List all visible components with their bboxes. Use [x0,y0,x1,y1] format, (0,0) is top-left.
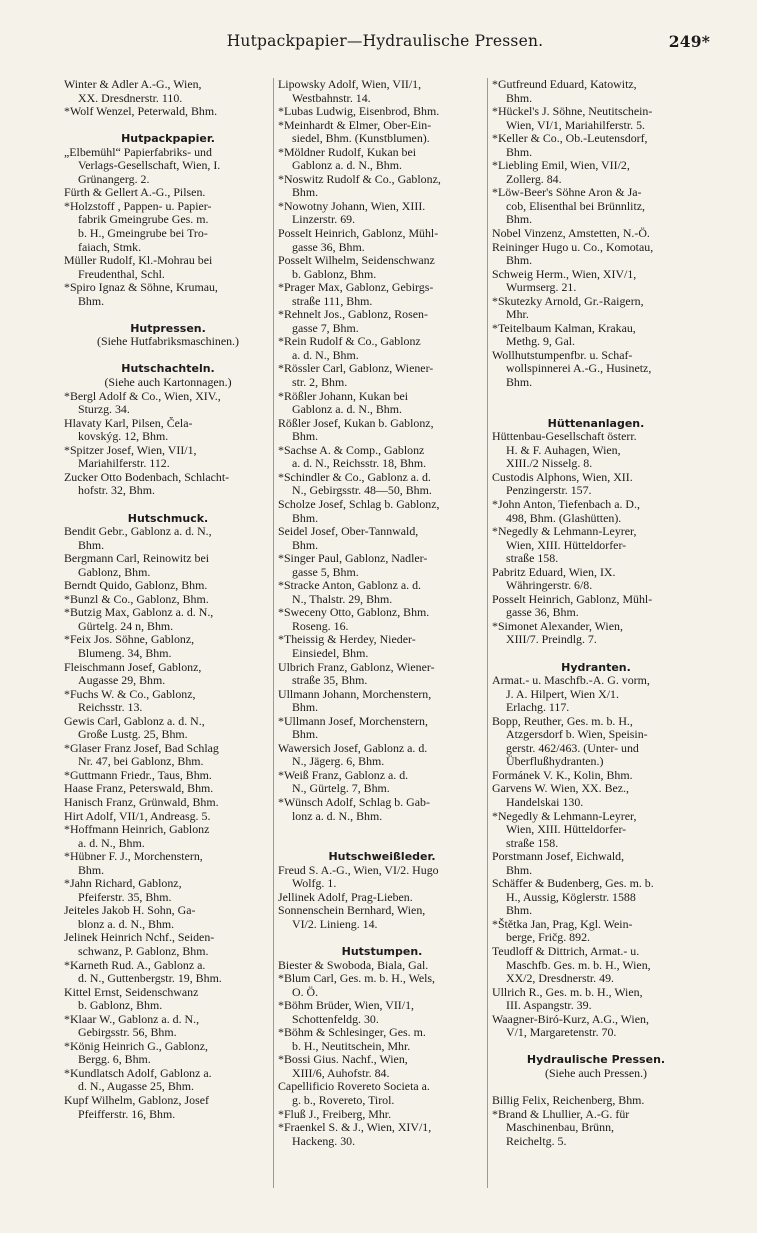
entry-line: Freud S. A.-G., Wien, VI/2. Hugo [278,863,439,877]
spacer [278,931,486,945]
entry-continuation: b. H., Gmeingrube bei Tro- [78,227,208,241]
entry-continuation: Überflußhydranten.) [506,755,604,769]
entry-continuation: N., Gürtelg. 7, Bhm. [292,782,390,796]
entry-continuation: Bhm. [78,863,105,877]
entry-continuation: schwanz, P. Gablonz, Bhm. [78,945,209,958]
entry-line: *John Anton, Tiefenbach a. D., [492,497,640,511]
section-heading: Hydranten. [561,660,631,674]
entry-continuation: straße 158. [506,836,559,850]
entry-line: *Brand & Lhullier, A.-G. für [492,1107,630,1121]
entry-line: *Guttmann Friedr., Taus, Bhm. [64,768,212,782]
entry-line: Jellinek Adolf, Prag-Lieben. [278,890,413,904]
entry-line: *Böhm & Schlesinger, Ges. m. [278,1026,426,1040]
entry-line: Hanisch Franz, Grünwald, Bhm. [64,795,219,809]
entry-line: Pabritz Eduard, Wien, IX. [492,565,616,579]
entry-line: Winter & Adler A.-G., Wien, [64,78,202,91]
entry-continuation: gasse 7, Bhm. [292,321,359,335]
entry-continuation: Bhm. [292,701,319,715]
entry-line: *Negedly & Lehmann-Leyrer, [492,525,637,539]
entry-line: *Hoffmann Heinrich, Gablonz [64,823,210,837]
entry-line: *Glaser Franz Josef, Bad Schlag [64,741,219,755]
entry-continuation: Linzerstr. 69. [292,213,356,227]
entry-continuation: b. Gablonz, Bhm. [292,267,377,281]
entry-continuation: berge, Fričg. 892. [506,931,590,945]
entry-line: Kupf Wilhelm, Gablonz, Josef [64,1094,209,1108]
entry-continuation: Pfeifferstr. 16, Bhm. [78,1107,176,1121]
entry-line: Billig Felix, Reichenberg, Bhm. [492,1094,645,1108]
entry-line: *Möldner Rudolf, Kukan bei [278,145,417,159]
entry-line: Schweig Herm., Wien, XIV/1, [492,267,637,281]
entry-line: Nobel Vinzenz, Amstetten, N.-Ö. [492,227,650,241]
entry-line: *Stracke Anton, Gablonz a. d. [278,579,421,593]
entry-line: Capellificio Rovereto Societa a. [278,1080,430,1094]
section-heading: Hüttenanlagen. [547,416,645,430]
entry-line: *Feix Jos. Söhne, Gablonz, [64,633,195,647]
entry-continuation: Gebirgsstr. 56, Bhm. [78,1026,177,1040]
entry-continuation: Bhm. [506,863,533,877]
page-header [60,24,710,50]
entry-line: Ullmann Johann, Morchenstern, [278,687,432,701]
section-heading: Hutschachteln. [121,362,215,376]
entry-line: *Fluß J., Freiberg, Mhr. [278,1107,392,1121]
entry-continuation: cob, Elisenthal bei Brünnlitz, [506,199,646,213]
entry-continuation: faiach, Stmk. [78,240,142,254]
entry-continuation: straße 158. [506,552,559,566]
entry-continuation: Gürtelg. 24 n, Bhm. [78,619,174,633]
entry-line: *Wolf Wenzel, Peterwald, Bhm. [64,105,218,119]
entry-line: *Theissig & Herdey, Nieder- [278,633,416,647]
entry-line: *Bunzl & Co., Gablonz, Bhm. [64,592,209,606]
entry-continuation: Handelskai 130. [506,795,584,809]
entry-line: Posselt Heinrich, Gablonz, Mühl- [492,592,653,606]
entry-continuation: Bhm. [292,728,319,742]
entry-line: Seidel Josef, Ober-Tannwald, [278,525,419,539]
entry-line: Armat.- u. Maschfb.-A. G. vorm, [492,674,650,688]
entry-line: Jelinek Heinrich Nchf., Seiden- [64,931,215,945]
entry-continuation: fabrik Gmeingrube Ges. m. [78,213,209,227]
entry-continuation: Wolfg. 1. [292,877,337,891]
entry-continuation: XIII/6, Auhofstr. 84. [292,1066,390,1080]
entry-line: *Spiro Ignaz & Söhne, Krumau, [64,281,218,295]
entry-continuation: siedel, Bhm. (Kunstblumen). [292,132,430,146]
entry-line: *Štětka Jan, Prag, Kgl. Wein- [492,917,633,931]
entry-continuation: Bhm. [506,91,533,105]
entry-continuation: Wien, XIII. Hütteldorfer- [506,823,627,837]
entry-continuation: gasse 5, Bhm. [292,565,359,579]
entry-continuation: Gablonz a. d. N., Bhm. [292,159,402,173]
entry-line: Ulbrich Franz, Gablonz, Wiener- [278,660,435,674]
entry-line: *Noswitz Rudolf & Co., Gablonz, [278,172,441,186]
entry-continuation: Reicheltg. 5. [506,1134,567,1148]
entry-line: *Teitelbaum Kalman, Krakau, [492,321,636,335]
entry-continuation: b. Gablonz, Bhm. [78,999,163,1013]
entry-continuation: XX/2, Dresdnerstr. 49. [506,972,614,986]
entry-line: Ullrich R., Ges. m. b. H., Wien, [492,985,643,999]
entry-line: Jeiteles Jakob H. Sohn, Ga- [64,904,196,918]
entry-line: *Simonet Alexander, Wien, [492,619,623,633]
entry-line: Bergmann Carl, Reinowitz bei [64,552,210,566]
entry-continuation: Erlachg. 117. [506,701,570,715]
entry-continuation: Bhm. [506,213,533,227]
entry-line: Bopp, Reuther, Ges. m. b. H., [492,714,633,728]
entry-continuation: straße 111, Bhm. [292,294,373,308]
entry-line: *Butzig Max, Gablonz a. d. N., [64,606,214,620]
entry-continuation: Reichsstr. 13. [78,701,143,715]
entry-line: Posselt Wilhelm, Seidenschwanz [278,254,435,268]
entry-line: *Klaar W., Gablonz a. d. N., [64,1012,200,1026]
entry-line: *Bergl Adolf & Co., Wien, XIV., [64,389,221,403]
entry-continuation: Wien, XIII. Hütteldorfer- [506,538,627,552]
entry-line: Formánek V. K., Kolin, Bhm. [492,768,633,782]
spacer [278,823,486,837]
entry-line: *Gutfreund Eduard, Katowitz, [492,78,637,91]
spacer [492,403,700,417]
entry-continuation: Verlags-Gesellschaft, Wien, I. [78,159,221,173]
entry-line: Fürth & Gellert A.-G., Pilsen. [64,186,206,200]
entry-line: *Kundlatsch Adolf, Gablonz a. [64,1066,212,1080]
entry-line: Schäffer & Budenberg, Ges. m. b. [492,877,654,891]
entry-line: *Rehnelt Jos., Gablonz, Rosen- [278,308,428,322]
entry-continuation: Grünangerg. 2. [78,172,150,186]
entry-line: Hirt Adolf, VII/1, Andreasg. 5. [64,809,211,823]
cross-reference: (Siehe Hutfabriksmaschinen.) [97,335,239,349]
entry-line: Sonnenschein Bernhard, Wien, [278,904,426,918]
section-heading: Hydraulische Pressen. [526,1053,666,1067]
entry-line: Haase Franz, Peterswald, Bhm. [64,782,214,796]
cross-reference: (Siehe auch Kartonnagen.) [104,376,232,390]
entry-continuation: XX. Dresdnerstr. 110. [78,91,183,105]
entry-line: Custodis Alphons, Wien, XII. [492,470,633,484]
entry-line: Posselt Heinrich, Gablonz, Mühl- [278,227,439,241]
entry-line: *Nowotny Johann, Wien, XIII. [278,199,426,213]
entry-line: *Fraenkel S. & J., Wien, XIV/1, [278,1121,432,1135]
entry-line: *Fuchs W. & Co., Gablonz, [64,687,196,701]
entry-line: Reininger Hugo u. Co., Komotau, [492,240,654,254]
entry-continuation: straße 35, Bhm. [292,674,368,688]
entry-line: Kittel Ernst, Seidenschwanz [64,985,199,999]
entry-line: Zucker Otto Bodenbach, Schlacht- [64,470,230,484]
entry-continuation: Nr. 47, bei Gablonz, Bhm. [78,755,204,769]
entry-line: *Negedly & Lehmann-Leyrer, [492,809,637,823]
entry-continuation: Zollerg. 84. [506,172,562,186]
spacer [492,647,700,661]
entry-continuation: Bhm. [292,538,319,552]
entry-line: Garvens W. Wien, XX. Bez., [492,782,630,796]
entry-continuation: Wien, VI/1, Mariahilferstr. 5. [506,118,645,132]
spacer [64,308,272,322]
entry-line: *König Heinrich G., Gablonz, [64,1039,208,1053]
entry-line: *Prager Max, Gablonz, Gebirgs- [278,281,434,295]
entry-line: Berndt Quido, Gablonz, Bhm. [64,579,208,593]
entry-continuation: Freudenthal, Schl. [78,267,165,281]
entry-line: *Keller & Co., Ob.-Leutensdorf, [492,132,648,146]
entry-line: Gewis Carl, Gablonz a. d. N., [64,714,205,728]
entry-line: Wawersich Josef, Gablonz a. d. [278,741,428,755]
entry-continuation: Maschfb. Ges. m. b. H., Wien, [506,958,651,972]
entry-continuation: blonz a. d. N., Bhm. [78,917,175,931]
entry-continuation: Bhm. [506,376,533,390]
entry-continuation: V/1, Margaretenstr. 70. [506,1026,617,1040]
entry-line: *Sweceny Otto, Gablonz, Bhm. [278,606,430,620]
entry-line: Rößler Josef, Kukan b. Gablonz, [278,416,434,430]
entry-continuation: 498, Bhm. (Glashütten). [506,511,622,525]
entry-continuation: Große Lustg. 25, Bhm. [78,728,188,742]
entry-continuation: d. N., Guttenbergstr. 19, Bhm. [78,972,222,986]
entry-continuation: Wurmserg. 21. [506,281,577,295]
entry-continuation: Bhm. [506,254,533,268]
entry-continuation: Roseng. 16. [292,619,349,633]
entry-line: Müller Rudolf, Kl.-Mohrau bei [64,254,213,268]
cross-reference: (Siehe auch Pressen.) [544,1066,648,1080]
entry-continuation: gasse 36, Bhm. [506,606,579,620]
column-middle [278,78,486,1148]
entry-line: *Schindler & Co., Gablonz a. d. [278,470,431,484]
entry-continuation: Bhm. [78,294,105,308]
entry-continuation: a. d. N., Bhm. [78,836,145,850]
entry-line: *Bossi Gius. Nachf., Wien, [278,1053,408,1067]
entry-line: *Karneth Rud. A., Gablonz a. [64,958,206,972]
column-divider-left [273,78,274,1188]
entry-continuation: Sturzg. 34. [78,403,130,417]
entry-continuation: a. d. N., Bhm. [292,348,359,362]
running-title: Hutpackpapier—Hydraulische Pressen. [226,32,544,50]
entry-line: *Meinhardt & Elmer, Ober-Ein- [278,118,432,132]
section-heading: Hutpackpapier. [121,132,215,146]
entry-line: Waagner-Biró-Kurz, A.G., Wien, [492,1012,649,1026]
entry-line: *Singer Paul, Gablonz, Nadler- [278,552,428,566]
entry-continuation: lonz a. d. N., Bhm. [292,809,383,823]
column-left [64,78,272,1121]
entry-line: Fleischmann Josef, Gablonz, [64,660,202,674]
entry-continuation: XIII/7. Preindlg. 7. [506,633,597,647]
entry-continuation: Penzingerstr. 157. [506,484,592,498]
entry-line: Wollhutstumpenfbr. u. Schaf- [492,348,633,362]
entry-continuation: Hackeng. 30. [292,1134,356,1148]
entry-continuation: Bhm. [506,904,533,918]
entry-continuation: Maschinenbau, Brünn, [506,1121,614,1135]
entry-continuation: Einsiedel, Bhm. [292,646,369,660]
entry-continuation: H., Aussig, Köglerstr. 1588 [506,890,636,904]
entry-line: *Holzstoff , Pappen- u. Papier- [64,199,212,213]
entry-continuation: Blumeng. 34, Bhm. [78,646,172,660]
section-heading: Hutschweißleder. [328,850,436,864]
entry-continuation: a. d. N., Reichsstr. 18, Bhm. [292,457,427,471]
spacer [64,349,272,363]
spacer [492,1040,700,1054]
entry-continuation: III. Aspangstr. 39. [506,999,592,1013]
entry-continuation: d. N., Augasse 25, Bhm. [78,1080,194,1094]
entry-line: Teudloff & Dittrich, Armat.- u. [492,945,640,958]
entry-continuation: N., Gebirgsstr. 48—50, Bhm. [292,484,432,498]
entry-line: Hlavaty Karl, Pilsen, Čela- [64,416,193,430]
entry-line: *Blum Carl, Ges. m. b. H., Wels, [278,972,436,986]
entry-line: *Skutezky Arnold, Gr.-Raigern, [492,294,644,308]
entry-continuation: wollspinnerei A.-G., Husinetz, [506,362,652,376]
page-number: 249* [668,32,710,51]
entry-continuation: Mariahilferstr. 112. [78,457,170,471]
entry-continuation: str. 2, Bhm. [292,376,348,390]
column-right [492,78,700,1148]
entry-continuation: hofstr. 32, Bhm. [78,484,155,498]
entry-line: *Hübner F. J., Morchenstern, [64,850,203,864]
entry-continuation: Währingerstr. 6/8. [506,579,593,593]
entry-continuation: H. & F. Auhagen, Wien, [506,443,621,457]
entry-continuation: Schottenfeldg. 30. [292,1012,379,1026]
entry-continuation: Bhm. [78,538,105,552]
entry-line: Bendit Gebr., Gablonz a. d. N., [64,525,212,539]
entry-continuation: Bhm. [506,145,533,159]
entry-line: *Hückel's J. Söhne, Neutitschein- [492,105,653,119]
entry-continuation: Westbahnstr. 14. [292,91,371,105]
entry-line: *Rein Rudolf & Co., Gablonz [278,335,421,349]
section-heading: Hutpressen. [130,321,206,335]
entry-line: *Löw-Beer's Söhne Aron & Ja- [492,186,642,200]
entry-line: *Ullmann Josef, Morchenstern, [278,714,428,728]
entry-continuation: Bhm. [292,186,319,200]
entry-continuation: Augasse 29, Bhm. [78,674,166,688]
entry-line: Hüttenbau-Gesellschaft österr. [492,430,637,444]
entry-continuation: Atzgersdorf b. Wien, Speisin- [506,728,648,742]
entry-continuation: J. A. Hilpert, Wien X/1. [506,687,619,701]
entry-line: „Elbemühl“ Papierfabriks- und [64,145,212,159]
entry-line: *Liebling Emil, Wien, VII/2, [492,159,630,173]
entry-continuation: Bhm. [292,430,319,444]
entry-line: Lipowsky Adolf, Wien, VII/1, [278,78,422,91]
entry-continuation: Mhr. [506,308,529,322]
column-divider-right [487,78,488,1188]
spacer [64,498,272,512]
entry-line: *Weiß Franz, Gablonz a. d. [278,768,409,782]
entry-line: Scholze Josef, Schlag b. Gablonz, [278,497,440,511]
entry-line: Biester & Swoboda, Biala, Gal. [278,958,429,972]
entry-continuation: Pfeiferstr. 35, Bhm. [78,890,172,904]
entry-line: *Spitzer Josef, Wien, VII/1, [64,443,197,457]
entry-line: *Sachse A. & Comp., Gablonz [278,443,425,457]
entry-line: *Rößler Johann, Kukan bei [278,389,409,403]
entry-continuation: Bergg. 6, Bhm. [78,1053,151,1067]
entry-continuation: kovskýg. 12, Bhm. [78,430,169,444]
entry-line: *Böhm Brüder, Wien, VII/1, [278,999,414,1013]
entry-line: *Lubas Ludwig, Eisenbrod, Bhm. [278,105,440,119]
spacer [492,390,700,404]
entry-continuation: Gablonz, Bhm. [78,565,151,579]
entry-continuation: b. H., Neutitschein, Mhr. [292,1039,411,1053]
entry-continuation: N., Thalstr. 29, Bhm. [292,592,393,606]
spacer [492,1080,700,1094]
section-heading: Hutschmuck. [127,511,209,525]
entry-continuation: VI/2. Linieng. 14. [292,917,378,931]
section-heading: Hutstumpen. [341,945,423,958]
entry-line: *Wünsch Adolf, Schlag b. Gab- [278,795,430,809]
entry-continuation: gerstr. 462/463. (Unter- und [506,741,639,755]
entry-continuation: Methg. 9, Gal. [506,335,576,349]
entry-continuation: Gablonz a. d. N., Bhm. [292,403,402,417]
entry-continuation: O. Ö. [292,985,319,999]
spacer [64,119,272,133]
entry-continuation: XIII./2 Nisselg. 8. [506,457,593,471]
entry-line: *Rössler Carl, Gablonz, Wiener- [278,362,434,376]
entry-line: Porstmann Josef, Eichwald, [492,850,625,864]
entry-continuation: N., Jägerg. 6, Bhm. [292,755,385,769]
entry-continuation: gasse 36, Bhm. [292,240,365,254]
entry-line: *Jahn Richard, Gablonz, [64,877,182,891]
entry-continuation: Bhm. [292,511,319,525]
entry-continuation: g. b., Rovereto, Tirol. [292,1094,395,1108]
spacer [278,837,486,851]
